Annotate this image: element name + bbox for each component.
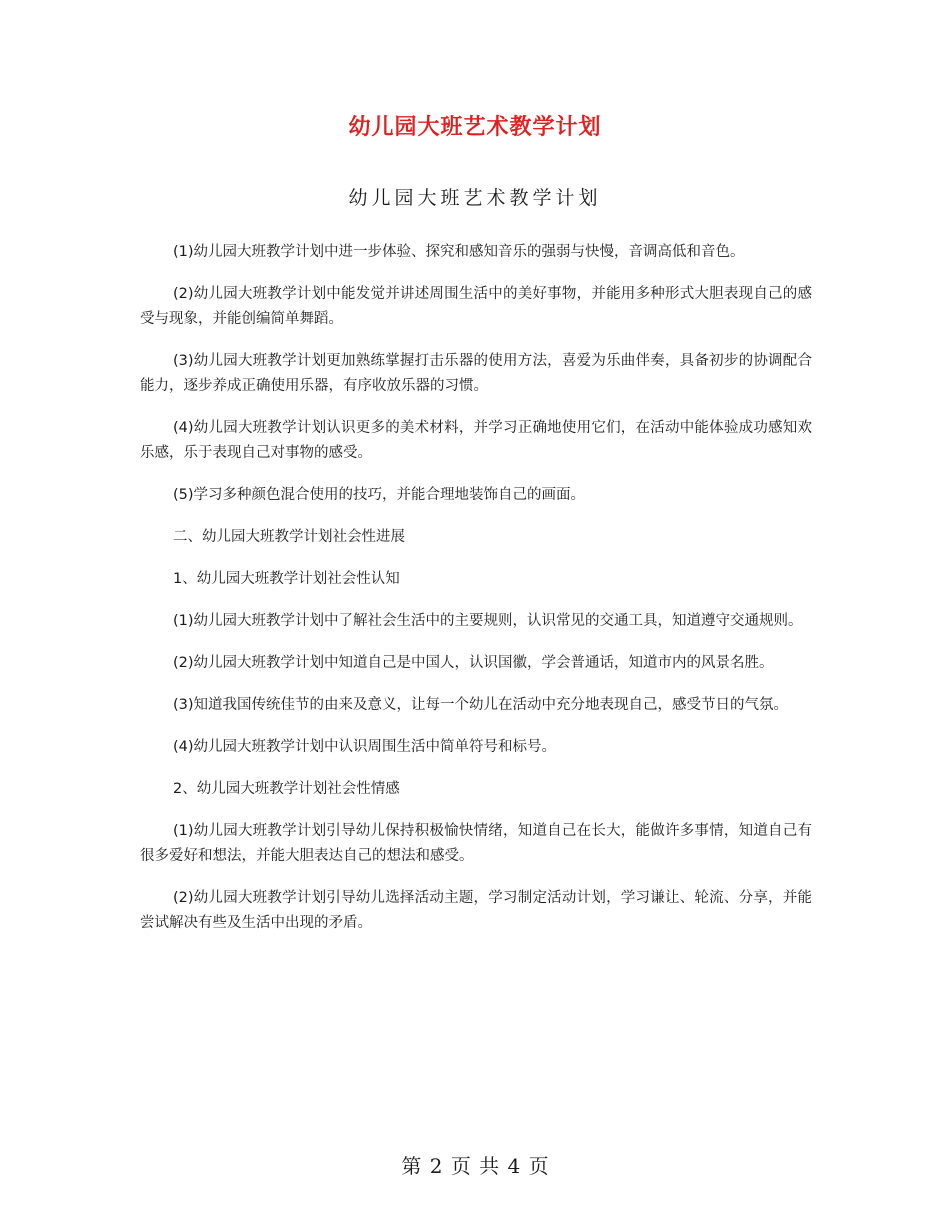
paragraph: (4)幼儿园大班教学计划认识更多的美术材料，并学习正确地使用它们，在活动中能体验成功感知欢乐感，乐于表现自己对事物的感受。 [140, 420, 812, 461]
document-subtitle: 幼儿园大班艺术教学计划 [348, 187, 602, 209]
document-body [140, 240, 812, 953]
paragraph: (2)幼儿园大班教学计划引导幼儿选择活动主题，学习制定活动计划，学习谦让、轮流、分享，并能尝试解决有些及生活中出现的矛盾。 [140, 890, 812, 931]
page-title: 幼儿园大班艺术教学计划 [348, 115, 602, 140]
paragraph: (5)学习多种颜色混合使用的技巧，并能合理地装饰自己的画面。 [173, 487, 586, 503]
paragraph: (2)幼儿园大班教学计划中能发觉并讲述周围生活中的美好事物，并能用多种形式大胆表现自己的感受与现象，并能创编简单舞蹈。 [140, 286, 812, 327]
subsection-heading: 2、幼儿园大班教学计划社会性情感 [173, 781, 400, 797]
paragraph: (3)幼儿园大班教学计划更加熟练掌握打击乐器的使用方法，喜爱为乐曲伴奏，具备初步的协调配合能力，逐步养成正确使用乐器，有序收放乐器的习惯。 [140, 353, 812, 394]
paragraph: (3)知道我国传统佳节的由来及意义，让每一个幼儿在活动中充分地表现自己，感受节日的气氛。 [173, 697, 789, 713]
paragraph: (2)幼儿园大班教学计划中知道自己是中国人，认识国徽，学会普通话，知道市内的风景名胜。 [173, 655, 774, 671]
page-footer: 第 2 页 共 4 页 [401, 1154, 549, 1178]
paragraph: (1)幼儿园大班教学计划中了解社会生活中的主要规则，认识常见的交通工具，知道遵守交通规则。 [173, 613, 803, 629]
paragraph: (1)幼儿园大班教学计划引导幼儿保持积极愉快情绪，知道自己在长大，能做许多事情，知道自己有很多爱好和想法，并能大胆表达自己的想法和感受。 [140, 823, 812, 864]
section-heading: 二、幼儿园大班教学计划社会性进展 [173, 529, 405, 545]
subsection-heading: 1、幼儿园大班教学计划社会性认知 [173, 571, 400, 587]
paragraph: (4)幼儿园大班教学计划中认识周围生活中简单符号和标号。 [173, 739, 557, 755]
paragraph: (1)幼儿园大班教学计划中进一步体验、探究和感知音乐的强弱与快慢，音调高低和音色。 [173, 244, 745, 260]
